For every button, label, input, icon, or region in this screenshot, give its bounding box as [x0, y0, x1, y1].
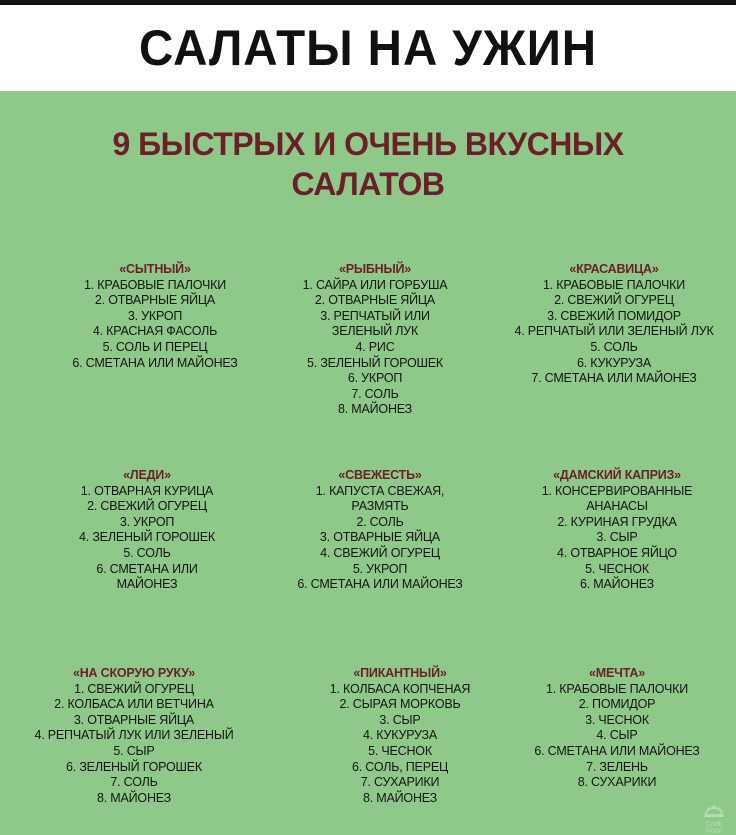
ingredient: 5. УКРОП — [352, 561, 408, 576]
ingredient: 5. ЧЕСНОК — [585, 561, 649, 576]
ingredient: 8. МАЙОНЕЗ — [97, 790, 171, 805]
ingredient: 4. ЗЕЛЕНЫЙ ГОРОШЕК — [79, 530, 215, 545]
ingredient: 4. КРАСНАЯ ФАСОЛЬ — [92, 324, 218, 339]
page-title: САЛАТЫ НА УЖИН — [138, 20, 598, 76]
ingredient: 5. СОЛЬ — [123, 545, 171, 560]
ingredient: 6. СМЕТАНА ИЛИ — [96, 561, 198, 576]
ingredient: 3. УКРОП — [127, 308, 183, 323]
ingredient: 1. ОТВАРНАЯ КУРИЦА — [80, 483, 214, 498]
salad-title: «ДАМСКИЙ КАПРИЗ» — [553, 468, 681, 482]
ingredient: 8. МАЙОНЕЗ — [338, 402, 412, 417]
ingredient: 5. СЫР — [113, 743, 155, 758]
ingredient: 7. СУХАРИКИ — [360, 775, 440, 790]
cook-good-watermark-icon — [698, 803, 730, 833]
ingredient: 6. ЗЕЛЕНЫЙ ГОРОШЕК — [66, 759, 202, 774]
ingredient: 4. ОТВАРНОЕ ЯЙЦО — [557, 545, 677, 560]
ingredient: 1. КОНСЕРВИРОВАННЫЕ — [541, 483, 693, 498]
ingredient: 4. КУКУРУЗА — [362, 728, 438, 743]
ingredient: 1. КАПУСТА СВЕЖАЯ, — [315, 483, 445, 498]
ingredient: 2. СВЕЖИЙ ОГУРЕЦ — [87, 499, 207, 514]
subtitle-line-2: САЛАТОВ — [291, 166, 445, 202]
ingredient: 5. СОЛЬ — [590, 339, 638, 354]
salad-title: «СЫТНЫЙ» — [119, 262, 191, 276]
ingredient: 2. ОТВАРНЫЕ ЯЙЦА — [314, 293, 436, 308]
ingredient: 4. СЫР — [596, 728, 638, 743]
ingredient: 4. РЕПЧАТЫЙ ЛУК ИЛИ ЗЕЛЕНЫЙ — [34, 728, 234, 743]
ingredient: 6. МАЙОНЕЗ — [580, 577, 654, 592]
ingredient: 4. РЕПЧАТЫЙ ИЛИ ЗЕЛЕНЫЙ ЛУК — [514, 324, 714, 339]
ingredient: 6. КУКУРУЗА — [576, 355, 652, 370]
svg-text:Good: Good — [705, 827, 723, 833]
ingredient: 6. СМЕТАНА ИЛИ МАЙОНЕЗ — [297, 577, 463, 592]
ingredient: 2. СОЛЬ — [356, 514, 404, 529]
salad-card-ledi — [27, 468, 267, 593]
ingredient: 2. ОТВАРНЫЕ ЯЙЦА — [94, 293, 216, 308]
ingredient: 2. СВЕЖИЙ ОГУРЕЦ — [554, 293, 674, 308]
salad-card-na-skoruyu-ruku — [0, 666, 268, 806]
ingredient: 1. КРАБОВЫЕ ПАЛОЧКИ — [545, 681, 689, 696]
ingredient: 7. СОЛЬ — [110, 775, 158, 790]
ingredient: 7. СМЕТАНА ИЛИ МАЙОНЕЗ — [531, 371, 697, 386]
salad-title: «НА СКОРУЮ РУКУ» — [72, 666, 196, 680]
salad-title: «ЛЕДИ» — [123, 468, 171, 482]
ingredient: 3. ЧЕСНОК — [585, 712, 649, 727]
ingredient: 7. ЗЕЛЕНЬ — [586, 759, 648, 774]
ingredient: 5. СОЛЬ И ПЕРЕЦ — [102, 339, 208, 354]
ingredient: 4. РИС — [355, 339, 395, 354]
subtitle — [0, 124, 736, 204]
salad-title: «ПИКАНТНЫЙ» — [353, 666, 447, 680]
salad-card-rybny — [255, 262, 495, 418]
ingredient: 6. СМЕТАНА ИЛИ МАЙОНЕЗ — [534, 743, 700, 758]
ingredient: 3. РЕПЧАТЫЙ ИЛИ — [320, 308, 430, 323]
salad-card-krasavitsa — [488, 262, 736, 387]
ingredient: 8. СУХАРИКИ — [577, 775, 657, 790]
ingredient: 1. КРАБОВЫЕ ПАЛОЧКИ — [83, 277, 227, 292]
salad-title: «МЕЧТА» — [589, 666, 645, 680]
ingredient: РАЗМЯТЬ — [351, 499, 409, 514]
salad-card-svezhest — [260, 468, 500, 593]
ingredient: 3. СЫР — [379, 712, 421, 727]
svg-text:Cook: Cook — [705, 821, 723, 828]
ingredient: 6. УКРОП — [347, 371, 403, 386]
header-bar — [0, 0, 736, 91]
salad-title: «РЫБНЫЙ» — [338, 262, 412, 276]
ingredient: 2. ПОМИДОР — [578, 697, 656, 712]
salad-card-pikantny — [290, 666, 510, 806]
ingredient: 6. СОЛЬ, ПЕРЕЦ — [351, 759, 449, 774]
ingredient: 3. СЫР — [596, 530, 638, 545]
ingredient: 1. КОЛБАСА КОПЧЕНАЯ — [329, 681, 471, 696]
ingredient: 5. ЧЕСНОК — [368, 743, 432, 758]
ingredient: ЗЕЛЕНЫЙ ЛУК — [331, 324, 419, 339]
ingredient: 6. СМЕТАНА ИЛИ МАЙОНЕЗ — [72, 355, 238, 370]
ingredient: 3. УКРОП — [119, 514, 175, 529]
salad-card-damsky-kapriz — [497, 468, 736, 593]
ingredient: 1. КРАБОВЫЕ ПАЛОЧКИ — [542, 277, 686, 292]
ingredient: АНАНАСЫ — [586, 499, 648, 514]
ingredient: 1. САЙРА ИЛИ ГОРБУША — [302, 277, 448, 292]
ingredient: 2. КОЛБАСА ИЛИ ВЕТЧИНА — [54, 697, 214, 712]
ingredient: 1. СВЕЖИЙ ОГУРЕЦ — [74, 681, 194, 696]
ingredient: 5. ЗЕЛЕНЫЙ ГОРОШЕК — [307, 355, 443, 370]
ingredient: 7. СОЛЬ — [351, 386, 399, 401]
salad-title: «КРАСАВИЦА» — [569, 262, 659, 276]
ingredient: 8. МАЙОНЕЗ — [363, 790, 437, 805]
salad-title: «СВЕЖЕСТЬ» — [338, 468, 422, 482]
subtitle-line-1: 9 БЫСТРЫХ И ОЧЕНЬ ВКУСНЫХ — [112, 126, 624, 162]
ingredient: МАЙОНЕЗ — [116, 577, 178, 592]
ingredient: 3. ОТВАРНЫЕ ЯЙЦА — [73, 712, 195, 727]
ingredient: 2. СЫРАЯ МОРКОВЬ — [339, 697, 461, 712]
salad-card-sytny — [35, 262, 275, 371]
ingredient: 2. КУРИНАЯ ГРУДКА — [557, 514, 677, 529]
ingredient: 4. СВЕЖИЙ ОГУРЕЦ — [320, 545, 440, 560]
salad-card-mechta — [497, 666, 736, 791]
ingredient: 3. ОТВАРНЫЕ ЯЙЦА — [319, 530, 441, 545]
ingredient: 3. СВЕЖИЙ ПОМИДОР — [547, 308, 681, 323]
